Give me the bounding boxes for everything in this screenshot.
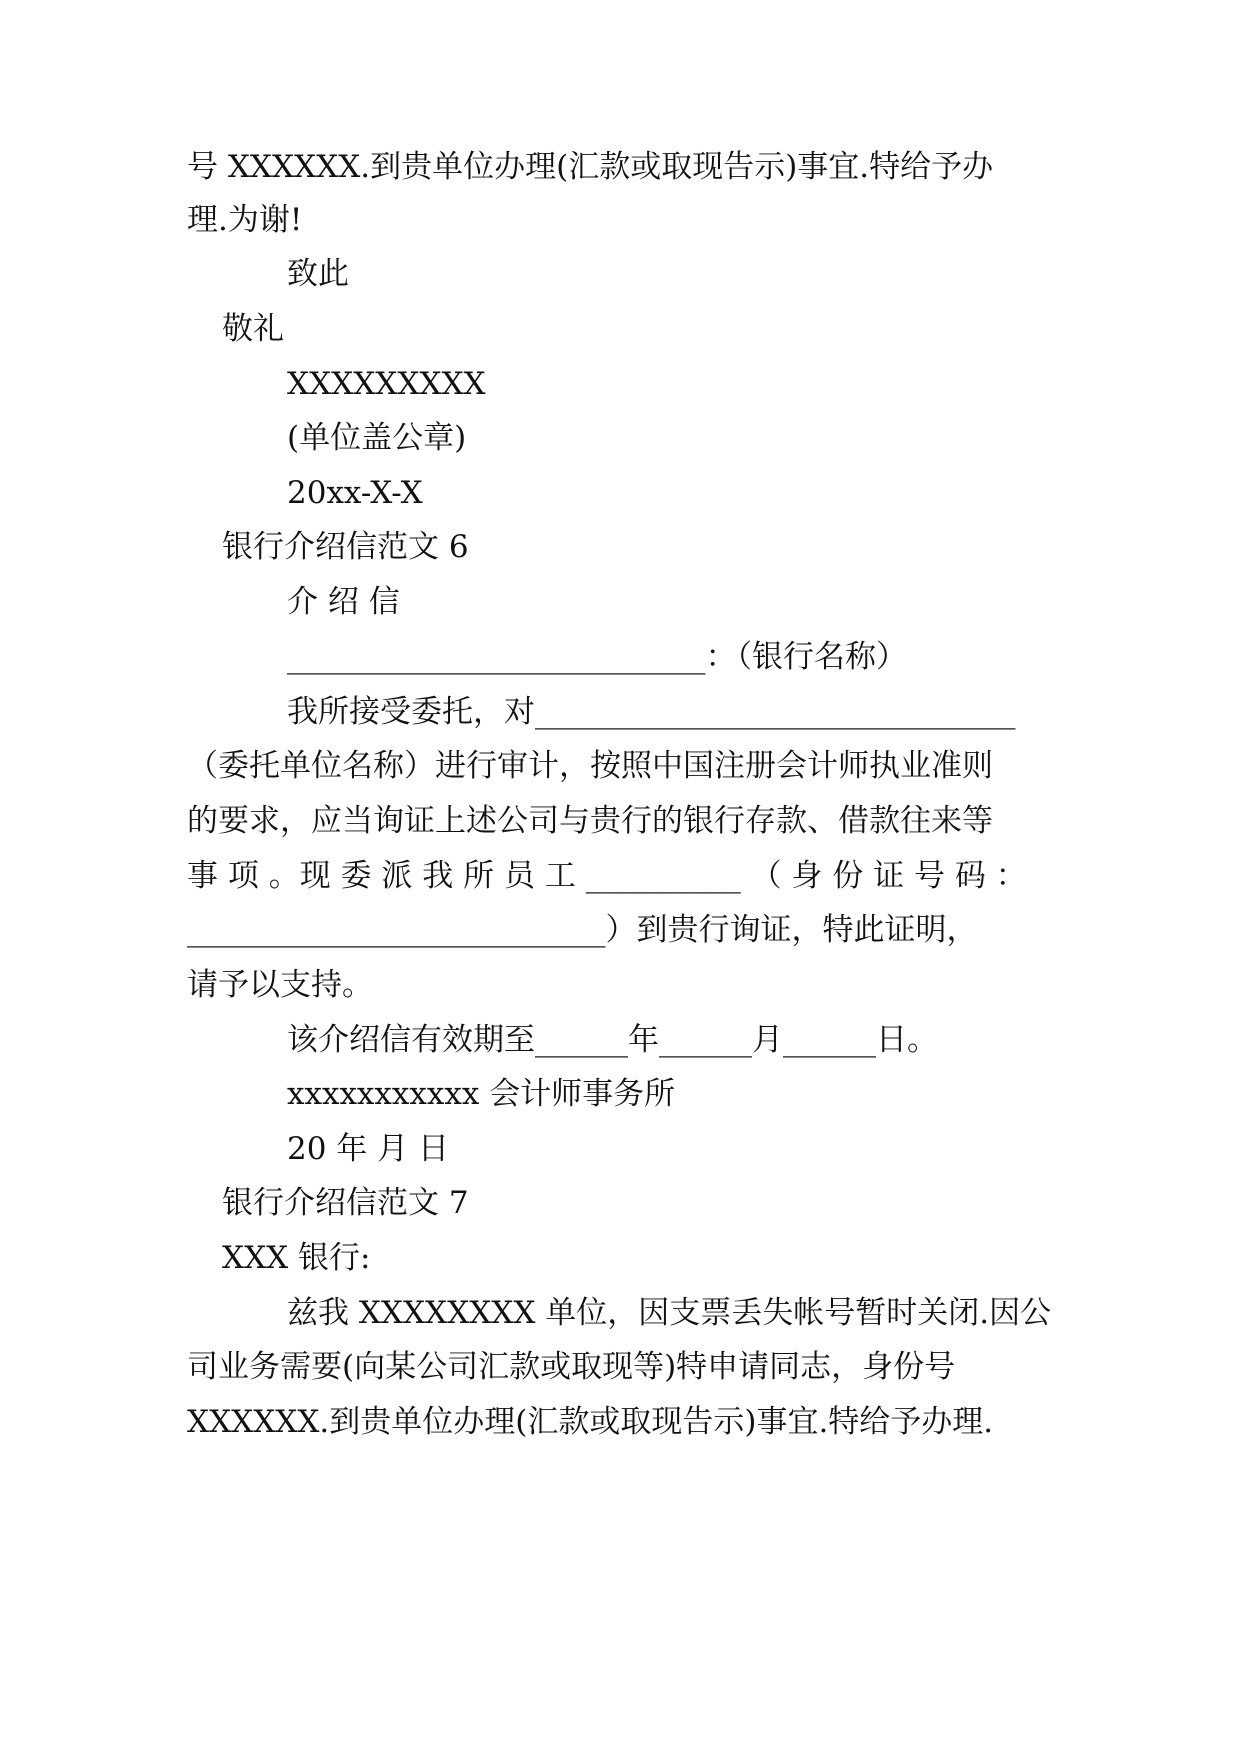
recipient-blank: ___________________________ bbox=[287, 639, 706, 675]
bank-recipient: XXX 银行: bbox=[222, 1240, 371, 1276]
salutation: 敬礼 bbox=[222, 311, 284, 347]
body-line-16: 请予以支持。 bbox=[187, 967, 373, 1003]
letter-date: 20xx-X-X bbox=[287, 475, 423, 511]
commission-text: 我所接受委托，对 bbox=[287, 694, 535, 730]
seal-note: (单位盖公章) bbox=[287, 420, 467, 456]
firm-date: 20 年 月 日 bbox=[287, 1131, 450, 1167]
firm-name: xxxxxxxxxxx 会计师事务所 bbox=[287, 1076, 676, 1112]
closing-phrase: 致此 bbox=[287, 256, 349, 292]
employee-blank: __________ bbox=[585, 858, 741, 894]
client-blank: _______________________________ bbox=[535, 694, 1016, 730]
letter-title: 介 绍 信 bbox=[287, 584, 400, 620]
id-blank: ___________________________ bbox=[187, 912, 606, 948]
body-line-1: 号 XXXXXX.到贵单位办理(汇款或取现告示)事宜.特给予办 bbox=[187, 149, 994, 185]
confirm-text: ）到贵行询证，特此证明， bbox=[605, 912, 978, 948]
delegate-line bbox=[187, 856, 1027, 896]
id-label: （ 身 份 证 号 码 ： bbox=[750, 858, 1027, 894]
body-line-13: 的要求，应当询证上述公司与贵行的银行存款、借款往来等 bbox=[187, 803, 993, 839]
sender-name: XXXXXXXXX bbox=[287, 366, 486, 402]
recipient-label: ：（银行名称） bbox=[705, 639, 907, 675]
body-line-22: 兹我 XXXXXXXX 单位，因支票丢失帐号暂时关闭.因公 bbox=[287, 1295, 1052, 1331]
body-line-24: XXXXXX.到贵单位办理(汇款或取现告示)事宜.特给予办理. bbox=[187, 1404, 994, 1440]
body-line-23: 司业务需要(向某公司汇款或取现等)特申请同志，身份号 bbox=[187, 1349, 956, 1385]
recipient-line bbox=[287, 637, 907, 677]
commission-line bbox=[287, 692, 1016, 732]
validity-line: 该介绍信有效期至______年______月______日。 bbox=[287, 1022, 938, 1058]
delegate-text: 事 项 。现 委 派 我 所 员 工 bbox=[187, 858, 576, 894]
id-line bbox=[187, 910, 978, 950]
section-heading-6: 银行介绍信范文 6 bbox=[222, 529, 469, 565]
body-line-12: （委托单位名称）进行审计，按照中国注册会计师执业准则 bbox=[187, 748, 993, 784]
body-line-2: 理.为谢! bbox=[187, 202, 303, 238]
section-heading-7: 银行介绍信范文 7 bbox=[222, 1185, 469, 1221]
